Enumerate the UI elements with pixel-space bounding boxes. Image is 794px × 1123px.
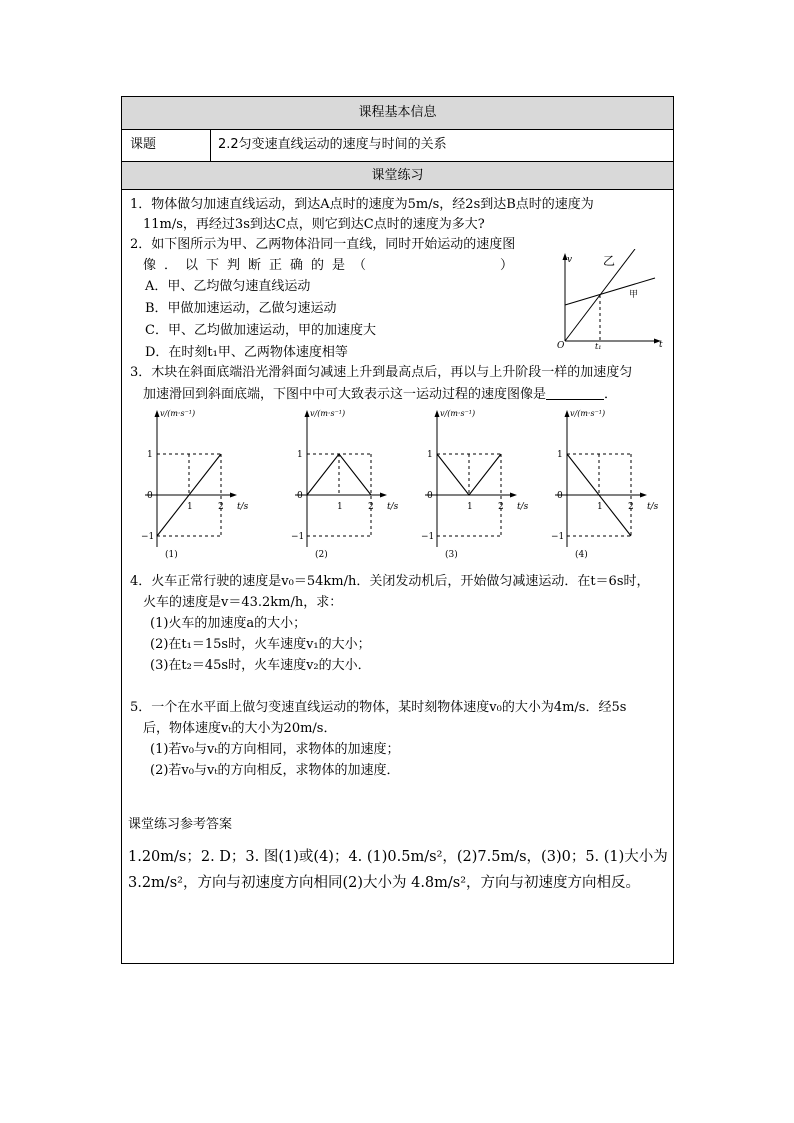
- x-axis-arrow: [380, 493, 387, 498]
- vt-graph-3: [407, 405, 542, 560]
- q2-graph-y-label: v: [567, 255, 573, 265]
- q2-velocity-graph: [557, 249, 667, 349]
- topic-value: 2.2匀变速直线运动的速度与时间的关系: [218, 137, 447, 152]
- y-tick-neg-1: −1: [291, 532, 305, 542]
- q5-line2: 后，物体速度vₜ的大小为20m/s．: [143, 721, 337, 736]
- x-tick-1: 1: [337, 502, 343, 512]
- q5-line1: 5．一个在水平面上做匀变速直线运动的物体，某时刻物体速度v₀的大小为4m/s．经5s: [130, 700, 627, 715]
- q4-sub3: (3)在t₂＝45s时，火车速度v₂的大小．: [150, 658, 371, 673]
- x-axis-label: t/s: [237, 502, 249, 512]
- y-tick-0: 0: [147, 491, 153, 501]
- y-tick-1: 1: [427, 450, 433, 460]
- y-axis-arrow: [155, 410, 160, 417]
- y-tick-neg-1: −1: [421, 532, 435, 542]
- x-tick-2: 2: [368, 502, 374, 512]
- q2-option-b: B．甲做加速运动，乙做匀速运动: [145, 301, 337, 316]
- y-tick-0: 0: [557, 491, 563, 501]
- x-axis-label: t/s: [517, 502, 529, 512]
- q2-graph-label-yi: 乙: [603, 254, 616, 268]
- q2-graph-t1: t₁: [595, 342, 602, 349]
- q1-line2: 11m/s，再经过3s到达C点，则它到达C点时的速度为多大?: [143, 217, 485, 232]
- x-axis-arrow: [640, 493, 647, 498]
- q5-sub1: (1)若v₀与vₜ的方向相同，求物体的加速度；: [150, 742, 400, 757]
- y-axis-label: v/(m·s⁻¹): [440, 409, 476, 418]
- answers-title: 课堂练习参考答案: [128, 817, 233, 832]
- vt-graph-1: [127, 405, 262, 560]
- q3-line2: 加速滑回到斜面底端，下图中中可大致表示这一运动过程的速度图像是: [143, 387, 547, 402]
- x-tick-2: 2: [628, 502, 634, 512]
- x-tick-2: 2: [498, 502, 504, 512]
- q4-sub2: (2)在t₁＝15s时，火车速度v₁的大小；: [150, 637, 371, 652]
- x-tick-1: 1: [597, 502, 603, 512]
- q3-line2-end: ．: [604, 387, 618, 402]
- y-axis-label: v/(m·s⁻¹): [570, 409, 606, 418]
- header-practice: 课堂练习: [122, 162, 673, 189]
- q3-line1: 3．木块在斜面底端沿光滑斜面匀减速上升到最高点后，再以与上升阶段一样的加速度匀: [130, 365, 633, 380]
- q2-line1: 2．如下图所示为甲、乙两物体沿同一直线，同时开始运动的速度图: [130, 237, 516, 252]
- y-tick-0: 0: [297, 491, 303, 501]
- x-axis-label: t/s: [387, 502, 399, 512]
- x-tick-1: 1: [187, 502, 193, 512]
- q2-graph-origin: O: [557, 341, 565, 349]
- divider: [122, 129, 673, 130]
- worksheet-table: [121, 96, 674, 964]
- answers-body: 1.20m/s；2. D；3. 图(1)或(4)；4. (1)0.5m/s²，(2)7.5m/s，(3)0；5. (1)大小为 3.2m/s²，方向与初速度方向相同(2)大小为 4.8m/s²，方向与初速度方向相反。: [128, 849, 668, 891]
- q2-option-a: A．甲、乙均做匀速直线运动: [145, 279, 311, 294]
- y-tick-neg-1: −1: [141, 532, 155, 542]
- y-tick-1: 1: [557, 450, 563, 460]
- x-tick-1: 1: [467, 502, 473, 512]
- q2-option-c: C．甲、乙均做加速运动，甲的加速度大: [145, 323, 376, 338]
- q4-sub1: (1)火车的加速度a的大小；: [150, 616, 307, 631]
- y-tick-neg-1: −1: [551, 532, 565, 542]
- q3-line2-wrap: [143, 385, 617, 405]
- y-axis-arrow: [565, 410, 570, 417]
- q2-option-d: D．在时刻t₁甲、乙两物体速度相等: [145, 345, 348, 360]
- y-axis-label: v/(m·s⁻¹): [160, 409, 196, 418]
- q4-line2: 火车的速度是v＝43.2km/h，求：: [143, 595, 343, 610]
- y-axis-arrow: [305, 410, 310, 417]
- q3-answer-blank: [546, 386, 604, 400]
- divider: [122, 189, 673, 190]
- graph-caption: (4): [575, 550, 588, 560]
- y-tick-1: 1: [297, 450, 303, 460]
- x-tick-2: 2: [218, 502, 224, 512]
- x-axis-arrow: [510, 493, 517, 498]
- vt-graph-4: [537, 405, 672, 560]
- q5-sub2: (2)若v₀与vₜ的方向相反，求物体的加速度．: [150, 763, 400, 778]
- divider: [210, 129, 211, 161]
- header-basic-info: 课程基本信息: [122, 97, 673, 129]
- q2-graph-label-jia: 甲: [629, 290, 639, 300]
- y-tick-1: 1: [147, 450, 153, 460]
- graph-caption: (3): [445, 550, 458, 560]
- q4-line1: 4．火车正常行驶的速度是v₀＝54km/h．关闭发动机后，开始做匀减速运动．在t＝6s时，: [130, 574, 650, 589]
- x-axis-arrow: [230, 493, 237, 498]
- q1-line1: 1．物体做匀加速直线运动，到达A点时的速度为5m/s，经2s到达B点时的速度为: [130, 197, 594, 212]
- q2-line2: 像．以下判断正确的是（ ）: [143, 258, 522, 273]
- graph-caption: (1): [165, 550, 178, 560]
- q2-graph-x-label: t: [659, 340, 663, 349]
- y-axis-label: v/(m·s⁻¹): [310, 409, 346, 418]
- graph-caption: (2): [315, 550, 328, 560]
- y-axis-arrow: [435, 410, 440, 417]
- topic-label: 课题: [130, 137, 157, 152]
- x-axis-label: t/s: [647, 502, 659, 512]
- y-tick-0: 0: [427, 491, 433, 501]
- vt-graph-2: [277, 405, 412, 560]
